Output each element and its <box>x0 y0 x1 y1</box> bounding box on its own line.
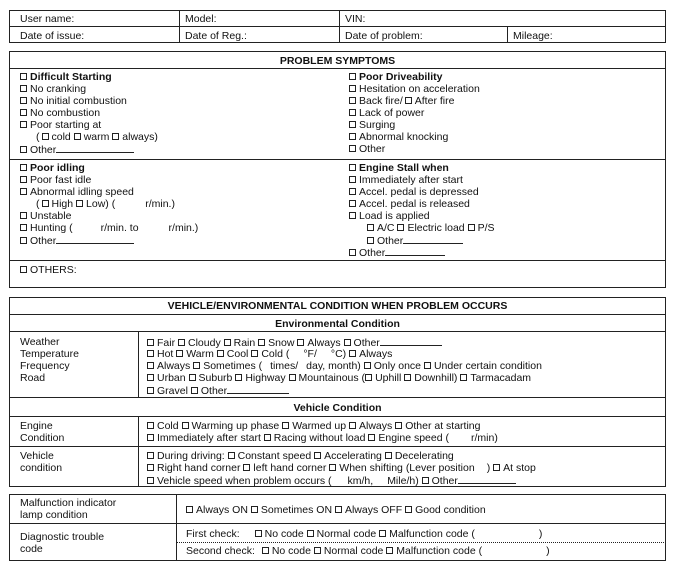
frequency-label: Frequency <box>20 360 70 372</box>
checkbox-item[interactable]: Unstable <box>20 210 71 222</box>
checkbox[interactable] <box>20 212 27 219</box>
checkbox[interactable] <box>147 362 154 369</box>
checkbox[interactable] <box>20 224 27 231</box>
checkbox[interactable] <box>147 464 154 471</box>
vehicle-condition-label: Vehicle <box>20 450 54 462</box>
checkbox[interactable] <box>147 350 154 357</box>
checkbox[interactable] <box>147 477 154 484</box>
checkbox[interactable] <box>20 188 27 195</box>
engine-stall-heading[interactable]: Engine Stall when <box>349 162 449 174</box>
vin-field[interactable]: VIN: <box>345 13 366 25</box>
weather-options: Fair Cloudy Rain Snow Always Other <box>147 336 442 349</box>
checkbox[interactable] <box>224 339 231 346</box>
checkbox[interactable] <box>262 547 269 554</box>
checkbox[interactable] <box>235 374 242 381</box>
problem-symptoms-title: PROBLEM SYMPTOMS <box>279 55 396 67</box>
checkbox-item[interactable]: Other <box>367 234 463 247</box>
checkbox-item[interactable]: Poor starting at <box>20 119 101 131</box>
checkbox[interactable] <box>251 506 258 513</box>
divider <box>9 314 666 315</box>
label-col-divider <box>138 331 139 397</box>
poor-starting-options: ( cold warm always) <box>36 131 158 143</box>
checkbox[interactable] <box>349 200 356 207</box>
checkbox[interactable] <box>385 452 392 459</box>
checkbox[interactable] <box>404 374 411 381</box>
checkbox[interactable] <box>307 530 314 537</box>
vehicle-options-row2: Right hand corner left hand corner When shifting (Lever position ) At stop <box>147 462 536 474</box>
checkbox[interactable] <box>20 266 27 273</box>
poor-idling-heading[interactable]: Poor idling <box>20 162 85 174</box>
checkbox[interactable] <box>349 133 356 140</box>
user-name-field[interactable]: User name: <box>20 13 75 25</box>
checkbox-item[interactable]: Hesitation on acceleration <box>349 83 480 95</box>
divider <box>9 523 666 524</box>
dtc-label: Diagnostic trouble <box>20 531 105 543</box>
engine-condition-label: Condition <box>20 432 65 444</box>
checkbox[interactable] <box>367 224 374 231</box>
header-col-divider <box>179 10 180 43</box>
divider <box>9 159 666 160</box>
date-of-reg-field[interactable]: Date of Reg.: <box>185 30 247 42</box>
first-check-row: First check: No code Normal code Malfunction code ( ) <box>186 528 543 540</box>
label-col-divider <box>138 416 139 487</box>
others-field[interactable]: OTHERS: <box>20 264 77 276</box>
checkbox[interactable] <box>329 464 336 471</box>
checkbox[interactable] <box>395 422 402 429</box>
difficult-starting-heading[interactable]: Difficult Starting <box>20 71 112 83</box>
malfunction-options: Always ON Sometimes ON Always OFF Good condition <box>186 504 486 516</box>
checkbox[interactable] <box>405 97 412 104</box>
engine-options-row2: Immediately after start Racing without load Engine speed ( r/min) <box>147 432 498 444</box>
checkbox[interactable] <box>349 85 356 92</box>
checkbox[interactable] <box>314 547 321 554</box>
checkbox-item[interactable]: Other <box>349 143 385 155</box>
frequency-options: Always Sometimes ( times/ day, month) Only once Under certain condition <box>147 360 542 372</box>
checkbox[interactable] <box>147 452 154 459</box>
checkbox[interactable] <box>20 164 27 171</box>
checkbox[interactable] <box>20 237 27 244</box>
vehicle-options-row3: Vehicle speed when problem occurs ( km/h, Mile/h) Other <box>147 474 516 487</box>
checkbox-item[interactable]: Other <box>20 143 134 156</box>
other-input-line[interactable] <box>380 336 442 346</box>
checkbox[interactable] <box>228 452 235 459</box>
checkbox[interactable] <box>20 176 27 183</box>
checkbox[interactable] <box>189 374 196 381</box>
checkbox[interactable] <box>264 434 271 441</box>
temperature-options: Hot Warm Cool Cold ( °F/ °C) Always <box>147 348 392 360</box>
checkbox[interactable] <box>349 164 356 171</box>
checkbox-item[interactable]: Immediately after start <box>349 174 463 186</box>
other-input-line[interactable] <box>56 143 134 153</box>
road-options-row2: Gravel Other <box>147 384 289 397</box>
checkbox[interactable] <box>344 339 351 346</box>
checkbox[interactable] <box>20 97 27 104</box>
checkbox[interactable] <box>493 464 500 471</box>
second-check-row: Second check: No code Normal code Malfunction code ( ) <box>186 545 550 557</box>
checkbox-item[interactable]: Poor fast idle <box>20 174 91 186</box>
checkbox[interactable] <box>147 339 154 346</box>
checkbox-item[interactable]: Surging <box>349 119 395 131</box>
checkbox[interactable] <box>349 73 356 80</box>
checkbox[interactable] <box>20 73 27 80</box>
checkbox[interactable] <box>405 506 412 513</box>
divider <box>9 260 666 261</box>
checkbox[interactable] <box>397 224 404 231</box>
mileage-field[interactable]: Mileage: <box>513 30 553 42</box>
checkbox[interactable] <box>42 133 49 140</box>
checkbox[interactable] <box>20 109 27 116</box>
divider <box>9 331 666 332</box>
checkbox-item[interactable]: Abnormal idling speed <box>20 186 134 198</box>
dtc-label: code <box>20 543 43 555</box>
divider <box>9 416 666 417</box>
checkbox[interactable] <box>297 339 304 346</box>
checkbox-item[interactable]: No cranking <box>20 83 86 95</box>
malfunction-indicator-label: lamp condition <box>20 509 88 521</box>
checkbox[interactable] <box>243 464 250 471</box>
divider <box>176 542 666 543</box>
other-input-line[interactable] <box>403 234 463 244</box>
checkbox[interactable] <box>147 422 154 429</box>
poor-driveability-heading[interactable]: Poor Driveability <box>349 71 442 83</box>
model-field[interactable]: Model: <box>185 13 217 25</box>
checkbox-item[interactable]: No combustion <box>20 107 100 119</box>
checkbox-item[interactable]: Abnormal knocking <box>349 131 448 143</box>
checkbox[interactable] <box>460 374 467 381</box>
engine-condition-label: Engine <box>20 420 53 432</box>
other-input-line[interactable] <box>227 384 289 394</box>
checkbox[interactable] <box>217 350 224 357</box>
checkbox[interactable] <box>468 224 475 231</box>
checkbox[interactable] <box>20 121 27 128</box>
checkbox[interactable] <box>20 146 27 153</box>
weather-label: Weather <box>20 336 60 348</box>
other-input-line[interactable] <box>385 246 445 256</box>
checkbox[interactable] <box>349 109 356 116</box>
header-col-divider <box>507 27 508 43</box>
checkbox[interactable] <box>364 362 371 369</box>
malfunction-indicator-label: Malfunction indicator <box>20 497 117 509</box>
checkbox[interactable] <box>186 506 193 513</box>
road-label: Road <box>20 372 46 384</box>
checkbox[interactable] <box>147 374 154 381</box>
checkbox[interactable] <box>255 530 262 537</box>
checkbox[interactable] <box>76 200 83 207</box>
checkbox-item[interactable]: Other <box>20 234 134 247</box>
checkbox-item[interactable]: Load is applied <box>349 210 430 222</box>
checkbox-item[interactable]: Hunting ( r/min. to r/min.) <box>20 222 198 234</box>
checkbox[interactable] <box>314 452 321 459</box>
checkbox[interactable] <box>367 237 374 244</box>
checkbox-item[interactable]: Accel. pedal is depressed <box>349 186 479 198</box>
checkbox[interactable] <box>349 212 356 219</box>
checkbox[interactable] <box>349 350 356 357</box>
checkbox[interactable] <box>424 362 431 369</box>
checkbox[interactable] <box>112 133 119 140</box>
checkbox-item[interactable]: Other <box>349 246 445 259</box>
label-col-divider <box>176 494 177 561</box>
checkbox-item[interactable]: Back fire/ After fire <box>349 95 454 107</box>
checkbox[interactable] <box>365 374 372 381</box>
checkbox[interactable] <box>251 350 258 357</box>
checkbox[interactable] <box>349 176 356 183</box>
vehicle-condition-label: condition <box>20 462 63 474</box>
problem-symptoms-section <box>9 51 666 288</box>
checkbox[interactable] <box>176 350 183 357</box>
checkbox[interactable] <box>147 387 154 394</box>
checkbox[interactable] <box>289 374 296 381</box>
temperature-label: Temperature <box>20 348 79 360</box>
checkbox[interactable] <box>349 188 356 195</box>
checkbox[interactable] <box>379 530 386 537</box>
checkbox[interactable] <box>282 422 289 429</box>
date-of-issue-field[interactable]: Date of issue: <box>20 30 85 42</box>
checkbox[interactable] <box>20 85 27 92</box>
vehicle-options: During driving: Constant speed Accelerating Decelerating <box>147 450 454 462</box>
other-input-line[interactable] <box>56 234 134 244</box>
load-options: A/C Electric load P/S <box>367 222 495 234</box>
checkbox[interactable] <box>178 339 185 346</box>
checkbox-item[interactable]: No initial combustion <box>20 95 127 107</box>
date-of-problem-field[interactable]: Date of problem: <box>345 30 423 42</box>
checkbox-item[interactable]: Lack of power <box>349 107 424 119</box>
checkbox[interactable] <box>258 339 265 346</box>
environmental-condition-title: Environmental Condition <box>275 318 400 330</box>
divider <box>9 397 666 398</box>
checkbox[interactable] <box>349 249 356 256</box>
other-input-line[interactable] <box>458 474 516 484</box>
header-divider <box>9 26 666 27</box>
checkbox[interactable] <box>368 434 375 441</box>
checkbox[interactable] <box>191 387 198 394</box>
checkbox[interactable] <box>349 145 356 152</box>
checkbox[interactable] <box>349 422 356 429</box>
checkbox[interactable] <box>335 506 342 513</box>
divider <box>9 68 666 69</box>
idle-speed-options: ( High Low) ( r/min.) <box>36 198 175 210</box>
checkbox[interactable] <box>349 97 356 104</box>
checkbox[interactable] <box>42 200 49 207</box>
divider <box>9 446 666 447</box>
checkbox[interactable] <box>386 547 393 554</box>
vehicle-condition-title: Vehicle Condition <box>293 402 382 414</box>
vehicle-env-title: VEHICLE/ENVIRONMENTAL CONDITION WHEN PROBLEM OCCURS <box>167 300 508 312</box>
checkbox[interactable] <box>74 133 81 140</box>
checkbox[interactable] <box>422 477 429 484</box>
checkbox[interactable] <box>349 121 356 128</box>
road-options: Urban Suburb Highway Mountainous ( Uphill Downhill) Tarmacadam <box>147 372 531 384</box>
engine-options: Cold Warming up phase Warmed up Always Other at starting <box>147 420 481 432</box>
checkbox[interactable] <box>193 362 200 369</box>
checkbox-item[interactable]: Accel. pedal is released <box>349 198 470 210</box>
checkbox[interactable] <box>147 434 154 441</box>
checkbox[interactable] <box>182 422 189 429</box>
header-col-divider <box>339 10 340 43</box>
